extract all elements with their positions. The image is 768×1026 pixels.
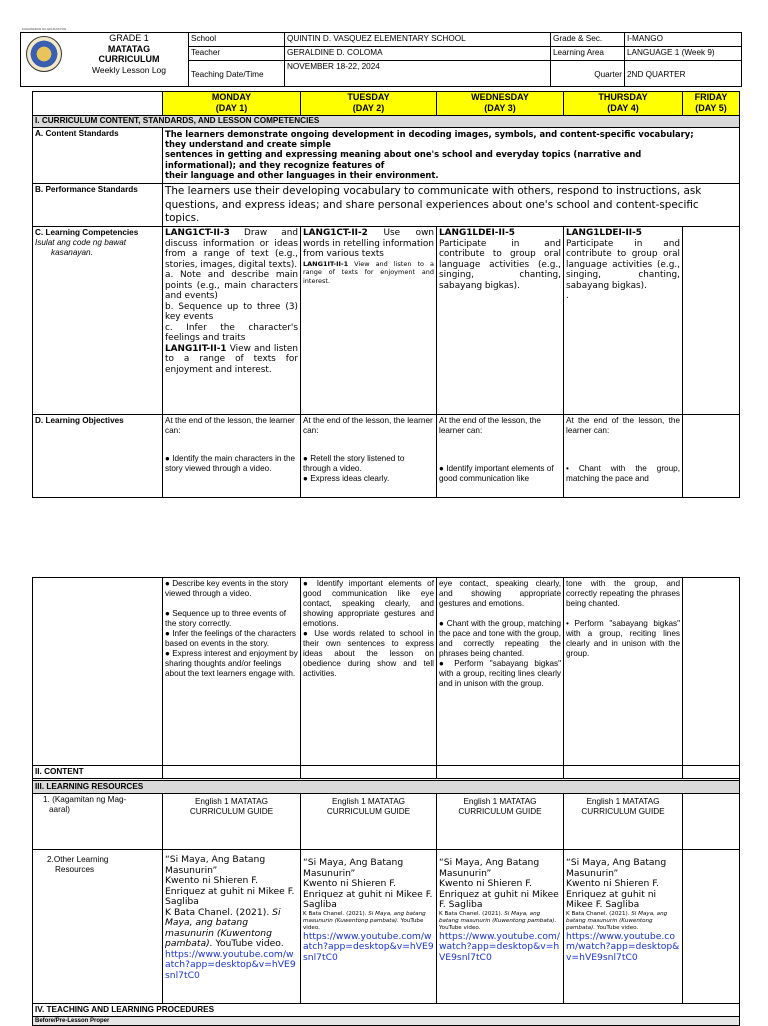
resource-1-day2: English 1 MATATAG CURRICULUM GUIDE (300, 793, 437, 850)
resource-author: Kwento ni Shieren F. Enriquez at guhit ni Mikee F. Sagliba (165, 875, 295, 907)
resource-citation: K Bata Chanel. (2021). (439, 910, 503, 917)
deped-seal-icon (26, 36, 62, 72)
competencies-day4 (563, 226, 683, 415)
resource-author: Kwento ni Shieren F. Enriquez at guhit ni Mikee F. Sagliba (566, 878, 660, 910)
day-header-5 (682, 91, 740, 116)
dates-label: Teaching Date/Time (188, 60, 285, 87)
day-3-num: (DAY 3) (484, 102, 516, 113)
competencies-sublabel: Isulat ang code ng bawat (35, 238, 127, 247)
objective-item: tone with the group, and correctly repeating the phrases being chanted. (566, 579, 680, 608)
competency-text: Participate in and contribute to group oral language activities (e.g., singing, chanting, sabayang bigkas). (566, 238, 680, 291)
section-ii-d4 (563, 765, 683, 779)
competencies-label: C. Learning Competencies (35, 228, 139, 237)
resource-citation: YouTube video. (596, 924, 639, 931)
objective-item: ● Identify the main characters in the story viewed through a video. (165, 454, 296, 473)
day-3-name: WEDNESDAY (471, 92, 529, 102)
competency-code: LANG1LDEI-II-5 (439, 228, 515, 238)
objective-item: ● Identify important elements of good communication like (439, 464, 554, 483)
objective-item: ● Express interest and enjoyment by sharing thoughts and/or feelings about the text learners engage with. (165, 649, 298, 678)
day-header-3 (436, 91, 564, 116)
objective-item: ● Sequence up to three events of the story correctly. (165, 609, 287, 628)
objective-item: ● Chant with the group, matching the pace and tone with the group, and correctly repeating the phrases being chanted. (439, 619, 561, 658)
performance-standards-line: The learners use their developing vocabulary to communicate with others, respond to instructions, ask (165, 185, 702, 197)
learning-area-value: LANGUAGE 1 (Week 9) (624, 46, 742, 61)
objectives-cont-day1 (162, 577, 301, 766)
resource-2-day1 (162, 849, 301, 1004)
grade-sec-value: I-MANGO (624, 32, 742, 47)
section-ii-d5 (682, 765, 740, 779)
objective-item: ● Express ideas clearly. (303, 474, 390, 483)
competency-sub-b: b. Sequence up to three (3) key events (165, 301, 298, 322)
section-iv-header: IV. TEACHING AND LEARNING PROCEDURES (32, 1003, 740, 1017)
performance-standards-text (162, 183, 740, 227)
day-header-1 (162, 91, 301, 116)
objective-item: ● Describe key events in the story viewed through a video. (165, 579, 289, 598)
competencies-day2 (300, 226, 437, 415)
competencies-day3 (436, 226, 564, 415)
log-title: Weekly Lesson Log (91, 64, 167, 75)
dates-value: NOVEMBER 18-22, 2024 (284, 60, 551, 87)
before-lesson-label: Before/Pre-Lesson Proper (32, 1016, 740, 1026)
resource-2-day3 (436, 849, 564, 1004)
competency-text: Draw and discuss information or ideas from a range of text (e.g., stories, images, digital texts). (165, 228, 299, 270)
resource-video-link[interactable]: https://www.youtube.com/watch?app=desktop&v=hVE9snl7tC0 (566, 930, 680, 963)
school-label: School (188, 32, 285, 47)
objectives-day5 (682, 414, 740, 498)
performance-standards-line: topics. (165, 212, 200, 224)
spacer (566, 609, 680, 619)
competency-sub-c: c. Infer the character's feelings and traits (165, 322, 298, 343)
seal-text: KAGAWARAN NG EDUKASYON (21, 27, 67, 31)
resource-citation: YouTube video. (439, 924, 481, 931)
resource-1-day3: English 1 MATATAG CURRICULUM GUIDE (436, 793, 564, 850)
resource-citation-title: Si Maya, ang batang masunurin (Kuwentong pambata). (439, 910, 557, 924)
day-1-num: (DAY 1) (215, 102, 248, 113)
resource-citation-title: Si Maya, ang batang masunurin (Kuwentong pambata). (303, 910, 426, 924)
competency-text: Participate in and contribute to group oral language activities (e.g., singing, chanting, sabayang bigkas). (439, 238, 561, 291)
competency-code: LANG1CT-II-2 (303, 228, 368, 238)
resource-1-day1: English 1 MATATAG CURRICULUM GUIDE (162, 793, 301, 850)
curriculum-label-2: CURRICULUM (98, 54, 160, 64)
day-4-num: (DAY 4) (607, 102, 639, 113)
section-ii-d2 (300, 765, 437, 779)
day-header-4 (563, 91, 683, 116)
resource-1-day4: English 1 MATATAG CURRICULUM GUIDE (563, 793, 683, 850)
content-standards-line: they understand and create simple (165, 139, 331, 150)
objectives-label: D. Learning Objectives (32, 414, 163, 498)
performance-standards-label: B. Performance Standards (32, 183, 163, 227)
resource-2-day5 (682, 849, 740, 1004)
objectives-cont-day3 (436, 577, 564, 766)
day-header-2 (300, 91, 437, 116)
grade-sec-label: Grade & Sec. (550, 32, 625, 47)
content-standards-line: The learners demonstrate ongoing development in decoding images, symbols, and content-specific vocabulary; (165, 129, 694, 139)
teacher-value: GERALDINE D. COLOMA (284, 46, 551, 61)
competency-code: LANG1IT-II-1 (165, 343, 227, 354)
competencies-sublabel-2: kasanayan. (51, 248, 93, 257)
objective-item: ● Infer the feelings of the characters based on events in the story. (165, 629, 297, 648)
resource-author: Kwento ni Shieren F. Enriquez at guhit ni Mikee F. Sagliba (303, 878, 433, 910)
spacer (165, 599, 298, 609)
resource-2-label-line: 2.Other Learning (47, 855, 109, 864)
grade-label: GRADE 1 (109, 33, 149, 43)
objectives-cont-label (32, 577, 163, 766)
resource-story-title: “Si Maya, Ang Batang Masunurin” (165, 854, 266, 876)
content-standards-line: sentences in getting and expressing meaning about one's school and everyday topics (narrative and (165, 149, 642, 160)
performance-standards-line: questions, and express ideas; and share personal experiences about one's school and content-specific (165, 198, 699, 211)
resource-story-title: “Si Maya, Ang Batang Masunurin” (566, 857, 667, 879)
content-standards-line: informational); and they recognize features of (165, 159, 385, 170)
competency-text: View and listen to a range of texts for enjoyment and interest. (165, 343, 298, 375)
section-ii-label: II. CONTENT (32, 765, 163, 779)
objectives-day2 (300, 414, 437, 498)
resource-story-title: “Si Maya, Ang Batang Masunurin” (439, 857, 540, 879)
objectives-cont-day5 (682, 577, 740, 766)
day-2-name: TUESDAY (347, 92, 390, 102)
competency-text: View and listen to a range of texts for enjoyment and interest. (303, 259, 434, 285)
competency-sub-a: a. Note and describe main points (e.g., main characters and events) (165, 270, 298, 301)
objectives-intro: At the end of the lesson, the learner can: (165, 416, 295, 435)
objectives-cont-day4 (563, 577, 683, 766)
resource-1-label-line: 1. (Kagamitan ng Mag- (43, 795, 127, 804)
day-5-name: FRIDAY (694, 92, 728, 102)
competency-code: LANG1LDEI-II-5 (566, 228, 642, 238)
objective-item: ● Identify important elements of good communication like eye contact, speaking clearly, and showing appropriate gestures and emotions. (303, 579, 434, 628)
resource-citation: K Bata Chanel. (2021). (303, 910, 367, 917)
section-ii-d3 (436, 765, 564, 779)
resource-video-link[interactable]: https://www.youtube.com/watch?app=desktop&v=hVE9snl7tC0 (439, 930, 560, 963)
resource-citation-title: Si Maya, ang batang masunurin (Kuwentong pambata). (165, 906, 281, 949)
section-ii-d1 (162, 765, 301, 779)
resource-2-label-line: Resources (55, 865, 95, 874)
competency-code: LANG1IT-II-1 (303, 259, 349, 268)
resource-video-link[interactable]: https://www.youtube.com/watch?app=desktop&v=hVE9snl7tC0 (165, 948, 296, 981)
objectives-cont-day2 (300, 577, 437, 766)
resource-1-label-line: aaral) (49, 805, 70, 814)
competencies-day5 (682, 226, 740, 415)
objective-item: • Chant with the group, matching the pace and (566, 464, 680, 483)
quarter-label: Quarter (550, 60, 625, 87)
objectives-intro: At the end of the lesson, the learner can: (439, 416, 541, 435)
resource-story-title: “Si Maya, Ang Batang Masunurin” (303, 857, 404, 879)
resource-1-day5 (682, 793, 740, 850)
learning-area-label: Learning Area (550, 46, 625, 61)
objectives-intro: At the end of the lesson, the learner can: (303, 416, 433, 435)
resource-1-label (32, 793, 163, 850)
day-5-num: (DAY 5) (695, 102, 727, 113)
resource-author: Kwento ni Shieren F. Enriquez at guhit ni Mikee F. Sagliba (439, 878, 559, 910)
objectives-day4 (563, 414, 683, 498)
section-iii-header: III. LEARNING RESOURCES (32, 780, 740, 794)
competency-dot: . (566, 291, 569, 301)
competencies-day1 (162, 226, 301, 415)
day-4-name: THURSDAY (598, 92, 648, 102)
resource-video-link[interactable]: https://www.youtube.com/watch?app=desktop&v=hVE9snl7tC0 (303, 930, 434, 963)
objectives-day1 (162, 414, 301, 498)
day-1-name: MONDAY (211, 92, 252, 102)
resource-2-label (32, 849, 163, 1004)
competency-code: LANG1CT-II-3 (165, 228, 230, 238)
resource-citation: YouTube video. (303, 917, 424, 931)
objective-item: ● Perform "sabayang bigkas" with a group, reciting lines clearly and in unison with the group. (439, 659, 561, 688)
objective-item: eye contact, speaking clearly, and showing appropriate gestures and emotions. (439, 579, 561, 608)
competencies-label-cell (32, 226, 163, 415)
day-header-blank (32, 91, 163, 116)
objective-item: ● Retell the story listened to through a video. (303, 454, 405, 473)
content-standards-line: their language and other languages in their environment. (165, 169, 439, 180)
school-value: QUINTIN D. VASQUEZ ELEMENTARY SCHOOL (284, 32, 551, 47)
content-standards-label: A. Content Standards (32, 127, 163, 184)
resource-citation: YouTube video. (215, 938, 284, 949)
objectives-day3 (436, 414, 564, 498)
section-i-header: I. CURRICULUM CONTENT, STANDARDS, AND LESSON COMPETENCIES (32, 115, 740, 128)
resource-citation-title: Si Maya, ang batang masunurin (Kuwentong pambata). (566, 910, 668, 931)
quarter-value: 2ND QUARTER (624, 60, 742, 87)
competency-text: Use own words in retelling information from various texts (303, 228, 434, 259)
teacher-label: Teacher (188, 46, 285, 61)
resource-citation: K Bata Chanel. (2021). (566, 910, 630, 917)
resource-citation: K Bata Chanel. (2021). (165, 906, 270, 918)
header-title (70, 33, 188, 75)
objective-item: • Perform "sabayang bigkas" with a group, reciting lines clearly and in unison with the group. (566, 619, 680, 658)
day-2-num: (DAY 2) (352, 102, 385, 113)
content-standards-text (162, 127, 740, 184)
resource-2-day4 (563, 849, 683, 1004)
curriculum-label-1: MATATAG (107, 43, 151, 54)
objective-item: ● Use words related to school in their own sentences to express ideas about the lesson on obedience during show and tell activities. (303, 629, 434, 678)
resource-2-day2 (300, 849, 437, 1004)
objectives-intro: At the end of the lesson, the learner can: (566, 416, 680, 435)
spacer (439, 609, 561, 619)
